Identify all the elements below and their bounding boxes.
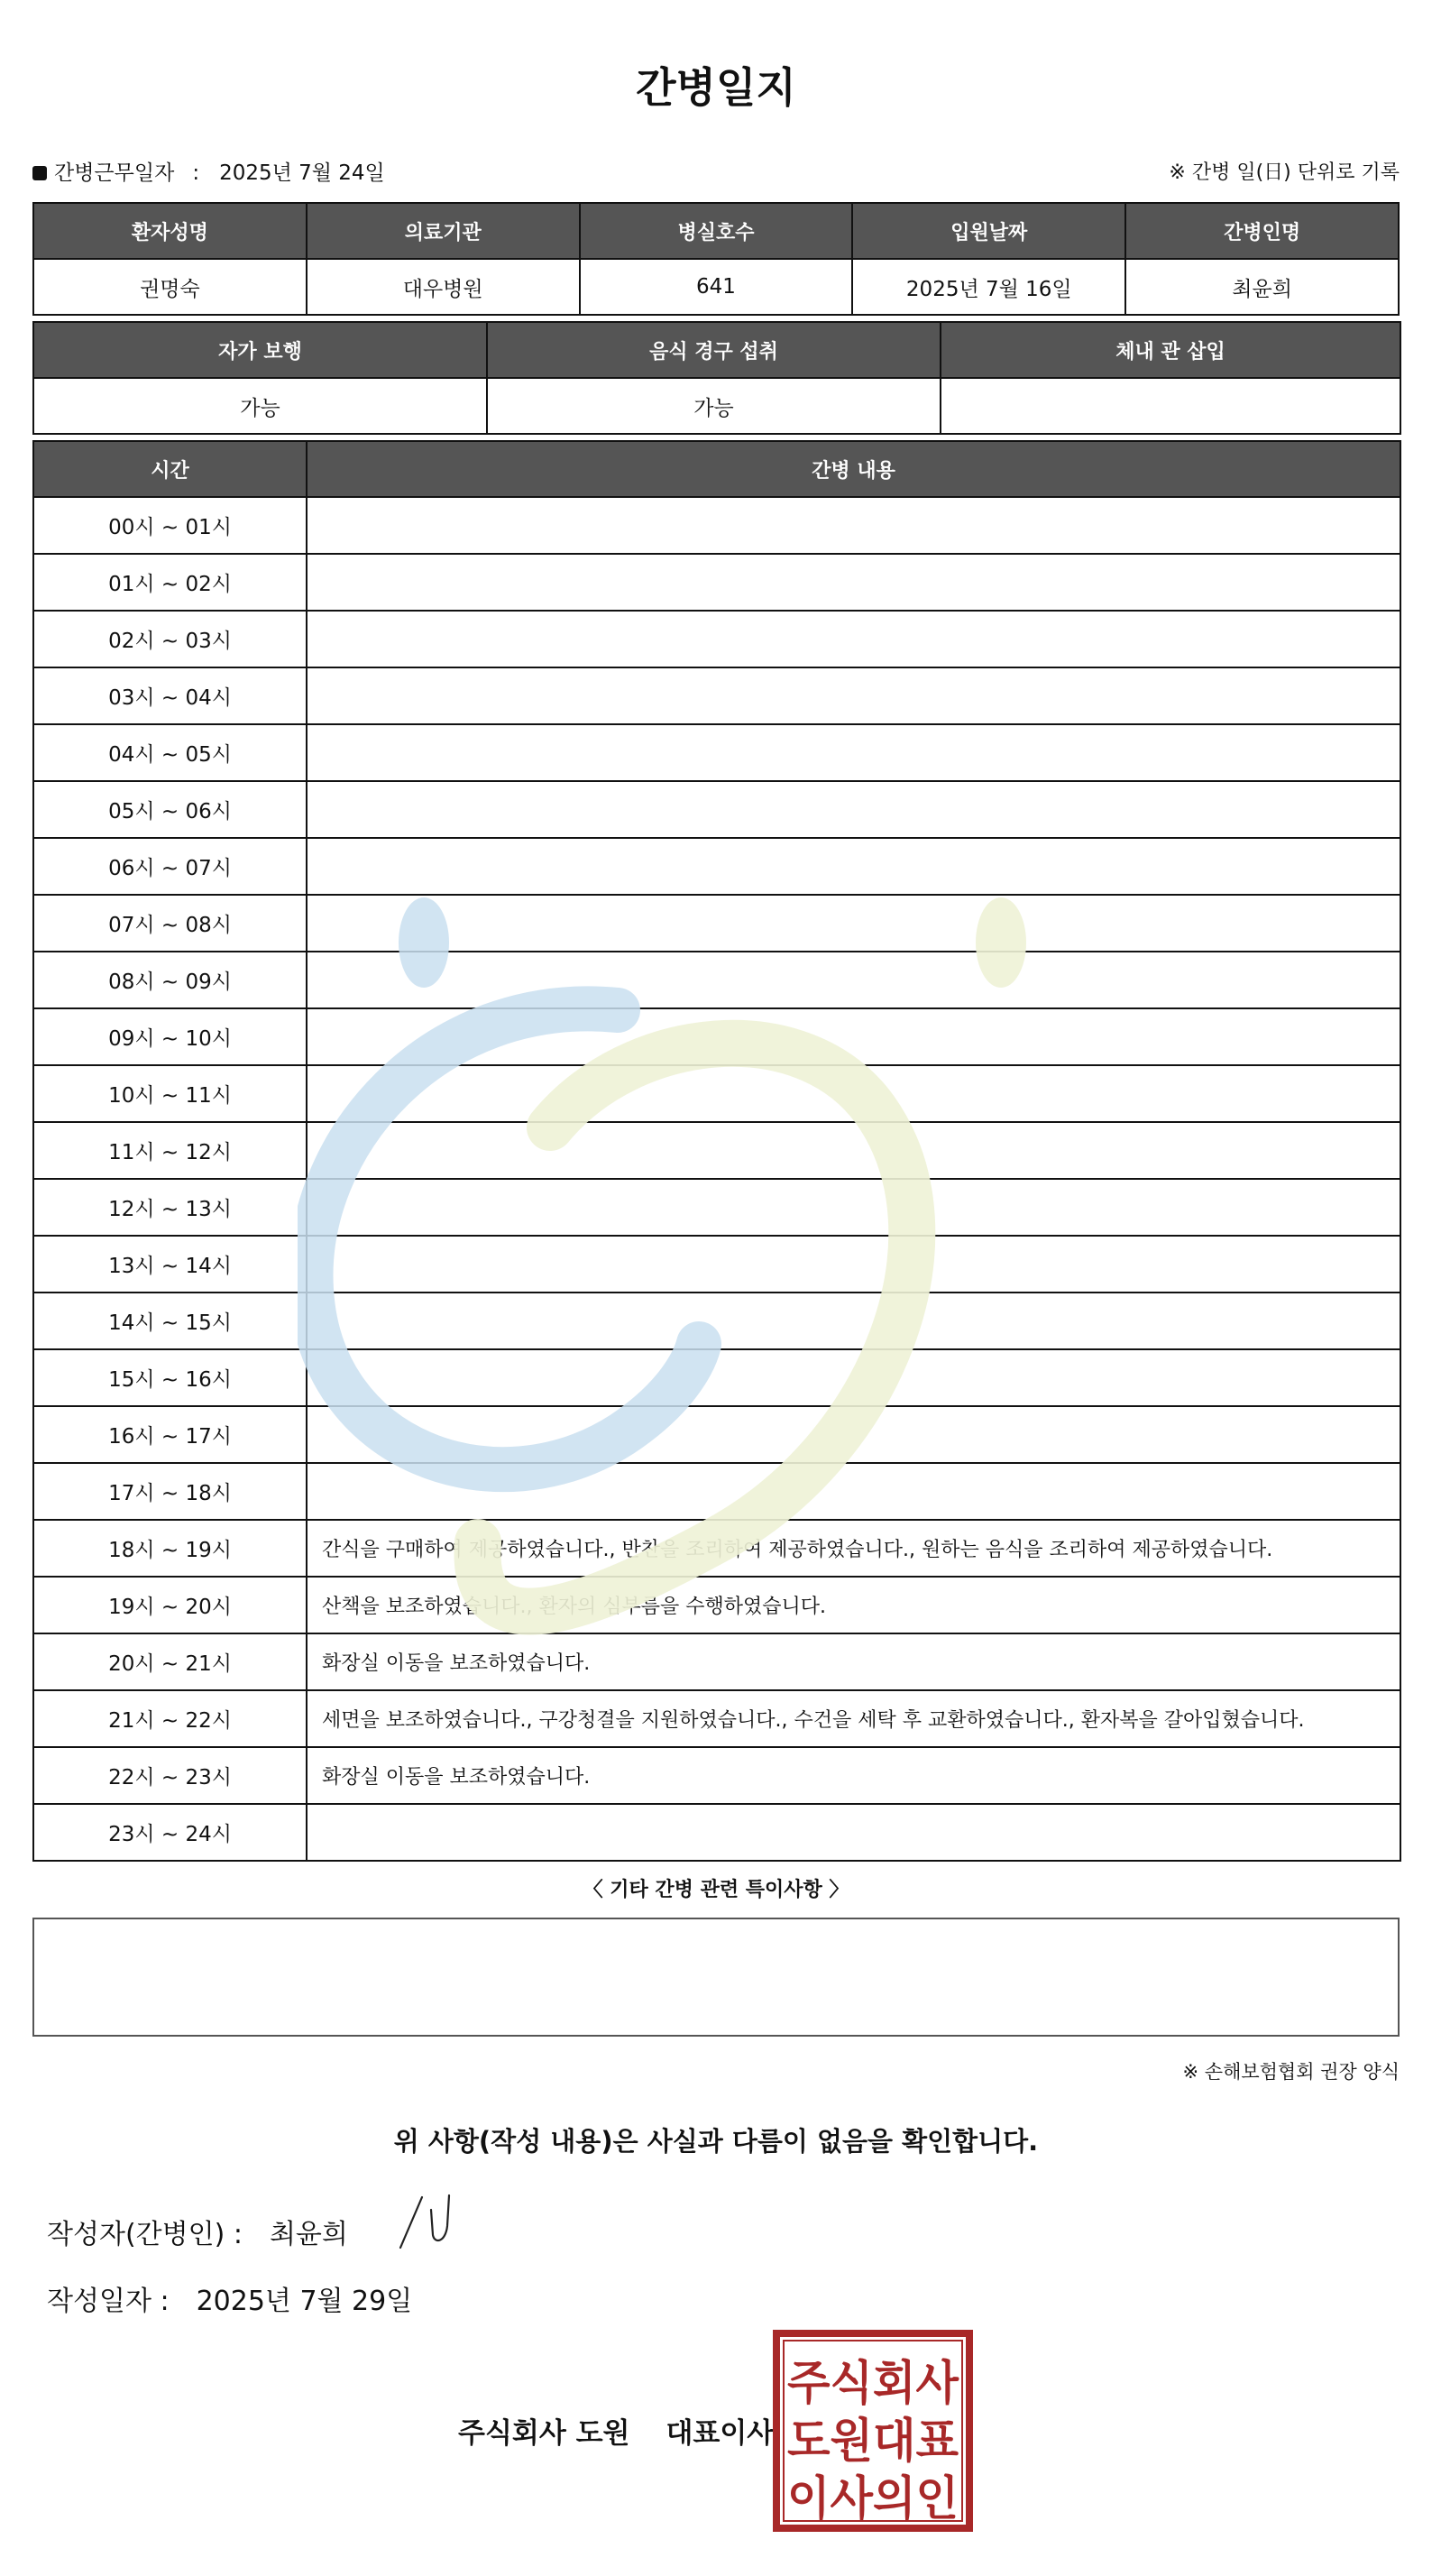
care-content-cell	[307, 838, 1400, 895]
table-header-row	[33, 441, 1400, 497]
signature	[399, 2190, 462, 2249]
time-slot-cell: 21시 ~ 22시	[33, 1690, 307, 1747]
table-row	[33, 838, 1400, 895]
table-row	[33, 1008, 1400, 1065]
table-row	[33, 497, 1400, 554]
table-row	[33, 1349, 1400, 1406]
header-patient-name: 환자성명	[33, 203, 307, 259]
table-row	[33, 1633, 1400, 1690]
table-row	[33, 611, 1400, 667]
care-content-cell	[307, 1179, 1400, 1236]
time-slot-cell: 14시 ~ 15시	[33, 1293, 307, 1349]
care-content-cell	[307, 724, 1400, 781]
table-row	[33, 1577, 1400, 1633]
header-care-content: 간병 내용	[307, 441, 1400, 497]
care-content-cell: 간식을 구매하여 제공하였습니다., 반찬을 조리하여 제공하였습니다., 원하는 음식을 조리하여 제공하였습니다.	[307, 1520, 1400, 1577]
patient-name-value: 권명숙	[33, 259, 307, 315]
header-admission-date: 입원날짜	[852, 203, 1125, 259]
table-row	[33, 895, 1400, 952]
care-content-cell	[307, 1065, 1400, 1122]
time-slot-cell: 01시 ~ 02시	[33, 554, 307, 611]
table-row	[33, 1804, 1400, 1861]
table-row	[33, 952, 1400, 1008]
care-content-cell	[307, 781, 1400, 838]
header-hospital: 의료기관	[307, 203, 580, 259]
care-content-cell	[307, 895, 1400, 952]
time-slot-cell: 23시 ~ 24시	[33, 1804, 307, 1861]
care-content-cell	[307, 497, 1400, 554]
time-slot-cell: 10시 ~ 11시	[33, 1065, 307, 1122]
caregiver-name-value: 최윤희	[1125, 259, 1399, 315]
time-slot-cell: 00시 ~ 01시	[33, 497, 307, 554]
care-content-cell	[307, 1349, 1400, 1406]
writer-row	[47, 2215, 348, 2255]
care-content-cell	[307, 554, 1400, 611]
care-content-cell	[307, 1406, 1400, 1463]
table-row	[33, 554, 1400, 611]
header-time: 시간	[33, 441, 307, 497]
company-row	[458, 2414, 774, 2453]
table-row	[33, 1065, 1400, 1122]
time-slot-cell: 06시 ~ 07시	[33, 838, 307, 895]
care-content-cell	[307, 952, 1400, 1008]
unit-note: ※ 간병 일(日) 단위로 기록	[1169, 161, 1400, 184]
patient-status-table	[32, 321, 1401, 435]
writer-label: 작성자(간병인) :	[47, 2219, 243, 2250]
confirmation-statement: 위 사항(작성 내용)은 사실과 다름이 없음을 확인합니다.	[393, 2126, 1039, 2157]
table-row	[33, 259, 1399, 315]
care-content-cell	[307, 667, 1400, 724]
care-content-cell	[307, 1236, 1400, 1293]
time-slot-cell: 03시 ~ 04시	[33, 667, 307, 724]
time-slot-cell: 11시 ~ 12시	[33, 1122, 307, 1179]
company-name: 주식회사 도원	[458, 2417, 630, 2450]
time-slot-cell: 18시 ~ 19시	[33, 1520, 307, 1577]
table-row	[33, 667, 1400, 724]
form-source-note: ※ 손해보험협회 권장 양식	[1182, 2061, 1400, 2083]
care-content-cell	[307, 1293, 1400, 1349]
table-row	[33, 724, 1400, 781]
hospital-value: 대우병원	[307, 259, 580, 315]
work-date-label: 간병근무일자	[54, 161, 175, 185]
care-content-cell: 세면을 보조하였습니다., 구강청결을 지원하였습니다., 수건을 세탁 후 교환하였습니다., 환자복을 갈아입혔습니다.	[307, 1690, 1400, 1747]
bullet-square-icon	[32, 166, 47, 180]
written-date-label: 작성일자 :	[47, 2286, 170, 2317]
seal-line-3: 이사의인	[787, 2472, 959, 2526]
care-content-cell	[307, 1804, 1400, 1861]
written-date-row	[47, 2282, 412, 2322]
care-content-cell: 화장실 이동을 보조하였습니다.	[307, 1747, 1400, 1804]
oral-intake-value: 가능	[487, 378, 941, 434]
table-row	[33, 1179, 1400, 1236]
patient-info-table	[32, 202, 1400, 316]
time-slot-cell: 07시 ~ 08시	[33, 895, 307, 952]
room-number-value: 641	[580, 259, 853, 315]
admission-date-value: 2025년 7월 16일	[852, 259, 1125, 315]
time-slot-cell: 22시 ~ 23시	[33, 1747, 307, 1804]
table-header-row	[33, 322, 1400, 378]
time-slot-cell: 02시 ~ 03시	[33, 611, 307, 667]
care-content-cell: 화장실 이동을 보조하였습니다.	[307, 1633, 1400, 1690]
special-notes-box	[32, 1918, 1400, 2037]
table-row	[33, 1463, 1400, 1520]
table-row	[33, 1122, 1400, 1179]
time-slot-cell: 17시 ~ 18시	[33, 1463, 307, 1520]
time-slot-cell: 09시 ~ 10시	[33, 1008, 307, 1065]
special-notes-title: 〈 기타 간병 관련 특이사항 〉	[583, 1879, 849, 1901]
seal-line-2: 도원대표	[787, 2415, 959, 2469]
company-seal	[772, 2329, 974, 2533]
work-date-value: 2025년 7월 24일	[219, 161, 385, 185]
work-date-colon: :	[192, 161, 200, 185]
time-slot-cell: 08시 ~ 09시	[33, 952, 307, 1008]
header-room-number: 병실호수	[580, 203, 853, 259]
time-slot-cell: 20시 ~ 21시	[33, 1633, 307, 1690]
care-log-table	[32, 440, 1401, 1862]
time-slot-cell: 12시 ~ 13시	[33, 1179, 307, 1236]
page-title: 간병일지	[636, 63, 796, 112]
header-caregiver-name: 간병인명	[1125, 203, 1399, 259]
written-date-value: 2025년 7월 29일	[196, 2286, 413, 2317]
care-content-cell	[307, 611, 1400, 667]
company-representative: 대표이사	[666, 2417, 775, 2450]
time-slot-cell: 15시 ~ 16시	[33, 1349, 307, 1406]
table-header-row	[33, 203, 1399, 259]
header-self-walking: 자가 보행	[33, 322, 487, 378]
self-walking-value: 가능	[33, 378, 487, 434]
time-slot-cell: 16시 ~ 17시	[33, 1406, 307, 1463]
time-slot-cell: 13시 ~ 14시	[33, 1236, 307, 1293]
care-content-cell	[307, 1008, 1400, 1065]
table-row	[33, 1690, 1400, 1747]
table-row	[33, 1520, 1400, 1577]
care-log-body	[33, 497, 1400, 1861]
work-date-row	[32, 158, 385, 189]
time-slot-cell: 04시 ~ 05시	[33, 724, 307, 781]
tube-insertion-value	[941, 378, 1400, 434]
care-content-cell	[307, 1463, 1400, 1520]
time-slot-cell: 05시 ~ 06시	[33, 781, 307, 838]
header-oral-intake: 음식 경구 섭취	[487, 322, 941, 378]
table-row	[33, 1293, 1400, 1349]
writer-value: 최윤희	[269, 2219, 348, 2250]
table-row	[33, 1236, 1400, 1293]
care-content-cell: 산책을 보조하였습니다., 환자의 심부름을 수행하였습니다.	[307, 1577, 1400, 1633]
table-row	[33, 781, 1400, 838]
table-row	[33, 378, 1400, 434]
care-content-cell	[307, 1122, 1400, 1179]
time-slot-cell: 19시 ~ 20시	[33, 1577, 307, 1633]
table-row	[33, 1406, 1400, 1463]
seal-line-1: 주식회사	[787, 2357, 959, 2411]
table-row	[33, 1747, 1400, 1804]
header-tube-insertion: 체내 관 삽입	[941, 322, 1400, 378]
